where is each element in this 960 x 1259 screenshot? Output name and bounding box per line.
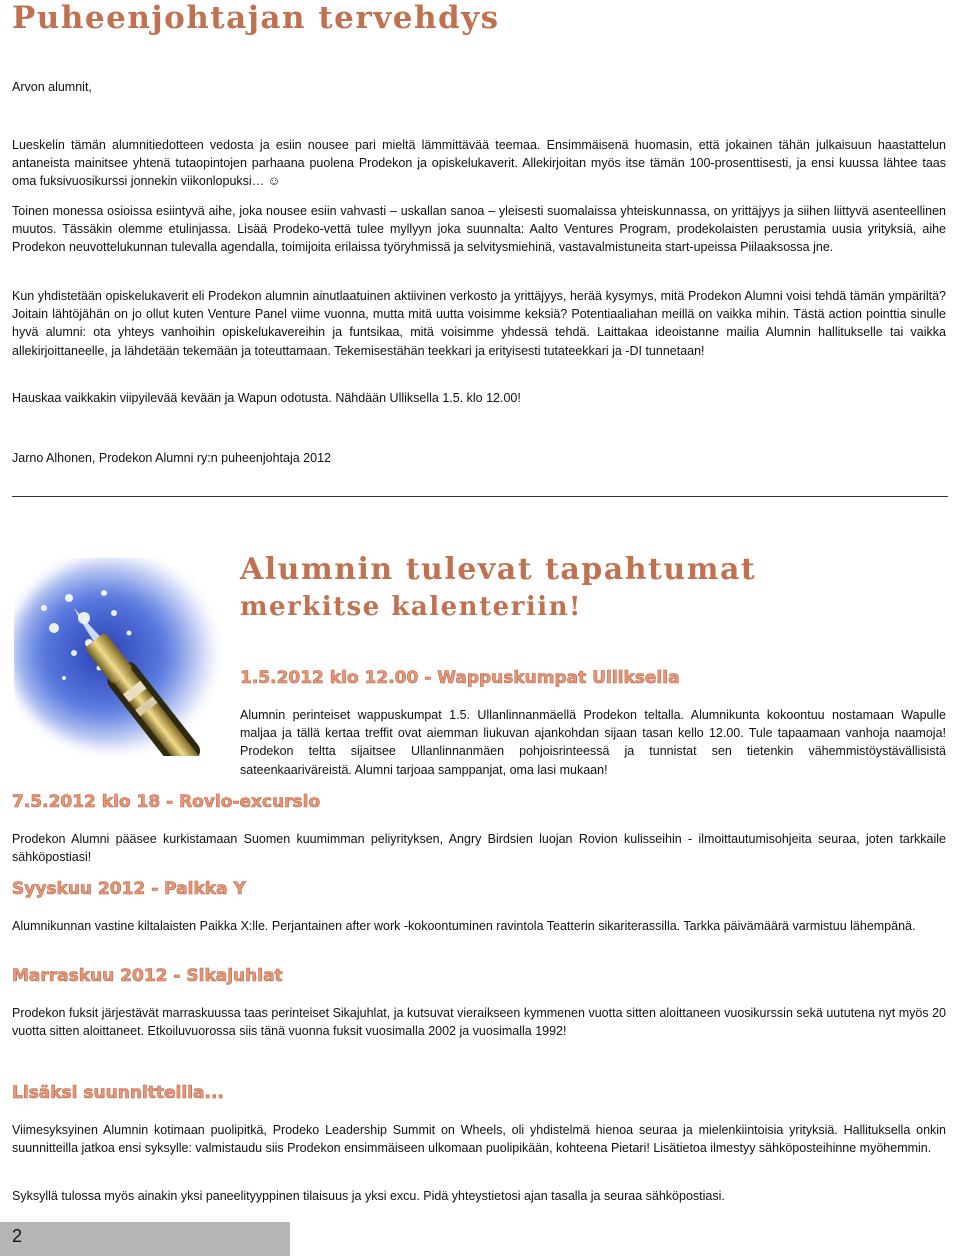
events-title: Alumnin tulevat tapahtumat	[240, 552, 757, 587]
event-text-wappu: Alumnin perinteiset wappuskumpat 1.5. Ullanlinnanmäellä Prodekon teltalla. Alumnikunta kokoontuu nostamaan Wapulle maljaa ja tällä kertaa treffit ovat aiemman liukuvan ajankohdan sijaan tasan kello 12.00. Tule tapaamaan vanhoja naamoja! Prodekon teltta sijaitsee Ullanlinnanmäen pohjoisrinteessä ja tunnistat sen tietenkin vähemmistöystävällisistä sateenkaariväreistä. Alumni tarjoaa samppanjat, oma lasi mukaan!	[240, 708, 946, 777]
greeting-paragraph-3: Kun yhdistetään opiskelukaverit eli Prodekon alumnin ainutlaatuinen aktiivinen verkosto ja yrittäjyys, herää kysymys, mitä Prodekon Alumni voisi tehdä tämän ympäriltä? Joitain lähtöjähän on jo ollut kuten Venture Panel viime vuonna, mutta mitä uutta voisimme keksiä? Potentiaaliahan meillä on vaikka mihin. Tästä action pointtia sinulle hyvä alumni: ota yhteys vanhoihin opiskelukavereihin ja funtsikaa, mitä voisimme yhdessä tehdä. Laittakaa ideoistanne mailia Alumnin hallitukselle tai vaikka allekirjoittaneelle, ja lähdetään tekemään ja toteuttamaan. Tekemisestähän teekkari ja erityisesti tutateekkari ja -DI tunnetaan!	[12, 289, 946, 358]
event-heading-wappu: 1.5.2012 klo 12.00 - Wappuskumpat Ulliksella	[240, 668, 680, 688]
greeting-signature: Jarno Alhonen, Prodekon Alumni ry:n puheenjohtaja 2012	[12, 451, 331, 465]
event-heading-paikka-y: Syyskuu 2012 - Paikka Y	[12, 879, 246, 899]
champagne-bottle-photo	[14, 558, 226, 756]
planning-heading: Lisäksi suunnitteilla...	[12, 1083, 224, 1103]
greeting-paragraph-4: Hauskaa vaikkakin viipyilevää kevään ja Wapun odotusta. Nähdään Ulliksella 1.5. klo 12.00!	[12, 391, 521, 405]
greeting-salutation: Arvon alumnit,	[12, 80, 92, 94]
greeting-paragraph-1: Lueskelin tämän alumnitiedotteen vedosta ja esiin nousee pari mieltä lämmittävää teemaa. Ensimmäisenä huomasin, että jokainen tähän julkaisuun haastattelun antaneista mainitsee yhtenä tutaopintojen parhaana puolena Prodekon ja opiskelukaverit. Allekirjoitan myös itse tämän 100-prosenttisesti, ja ensi kuussa lähtee taas oma fuksivuosikurssi jonnekin viikonlopuksi… ☺	[12, 138, 946, 189]
planning-paragraph-2: Syksyllä tulossa myös ainakin yksi paneelityyppinen tilaisuus ja yksi excu. Pidä yhteystietosi ajan tasalla ja seuraa sähköpostiasi.	[12, 1189, 725, 1203]
section-divider	[12, 496, 948, 497]
event-text-rovio: Prodekon Alumni pääsee kurkistamaan Suomen kuumimman peliyrityksen, Angry Birdsien luojan Rovion kulisseihin - ilmoittautumisohjeita seuraa, joten tarkkaile sähköpostiasi!	[12, 832, 946, 865]
planning-paragraph-1: Viimesyksyinen Alumnin kotimaan puolipitkä, Prodeko Leadership Summit on Wheels, oli yhdistelmä hienoa seuraa ja mielenkiintoisia yrityksiä. Hallituksella onkin suunnitteilla jatkoa ensi syksylle: valmistaudu siis Prodekon ensimmäiseen ulkomaan puolipikään, kohteena Pietari! Lisätietoa ilmestyy sähköposteihinne myöhemmin.	[12, 1123, 946, 1156]
footer-bar	[0, 1222, 290, 1256]
event-text-sikajuhlat: Prodekon fuksit järjestävät marraskuussa taas perinteiset Sikajuhlat, ja kutsuvat vieraikseen kymmenen vuotta sitten aloittaneen vuosikurssin sekä uututena nyt myös 20 vuotta sitten aloittaneet. Etkoiluvuorossa siis tänä vuonna fuksit vuosimalla 2002 ja vuosimalla 1992!	[12, 1006, 946, 1039]
event-heading-sikajuhlat: Marraskuu 2012 - Sikajuhlat	[12, 966, 283, 986]
event-text-paikka-y: Alumnikunnan vastine kiltalaisten Paikka X:lle. Perjantainen after work -kokoontuminen ravintola Teatterin sikariterassilla. Tarkka päivämäärä varmistuu lähempänä.	[12, 919, 916, 933]
page-number: 2	[12, 1226, 23, 1246]
event-heading-rovio: 7.5.2012 klo 18 - Rovio-excursio	[12, 792, 321, 812]
events-subtitle: merkitse kalenteriin!	[240, 592, 582, 622]
greeting-title: Puheenjohtajan tervehdys	[12, 0, 500, 36]
greeting-paragraph-2: Toinen monessa osioissa esiintyvä aihe, joka nousee esiin vahvasti – uskallan sanoa – yleisesti suomalaissa yhteiskunnassa, on yrittäjyys ja siihen liittyvä asenteellinen muutos. Tässäkin olemme etulinjassa. Lisää Prodeko-vettä tulee myllyyn joka suunnalta: Aalto Ventures Program, prodekolaisten perustamia uusia yrityksiä, aihe Prodekon neuvottelukunnan tulevalla agendalla, toimijoita erilaissa työryhmissä ja selvitysmiehinä, vastavalmistuneita start-upeissa Piilaaksossa jne.	[12, 204, 946, 255]
